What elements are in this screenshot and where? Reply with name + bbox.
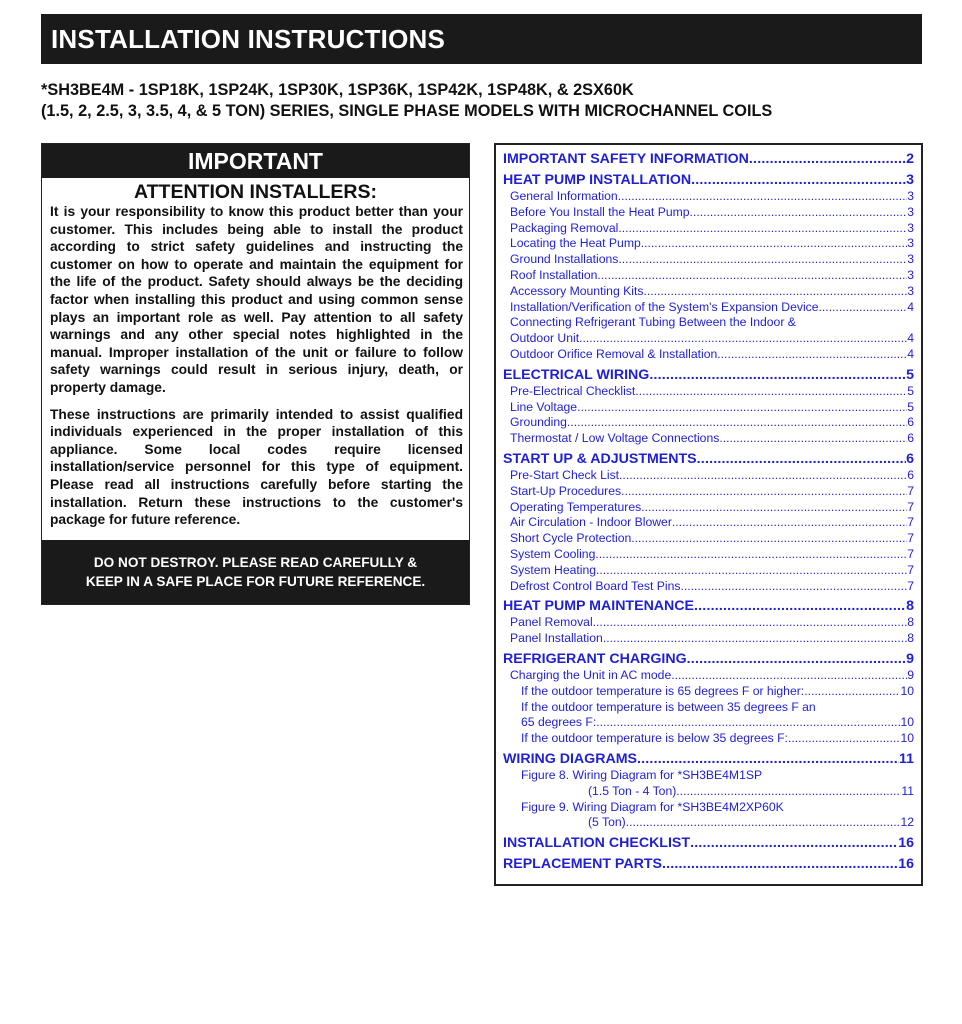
toc-page-number: 8 — [907, 615, 914, 630]
toc-item-continued[interactable]: Connecting Refrigerant Tubing Between the Indoor & — [510, 315, 796, 330]
toc-section-title: HEAT PUMP MAINTENANCE — [503, 598, 695, 615]
toc-item-title: Operating Temperatures — [510, 499, 642, 514]
toc-item-title: If the outdoor temperature is 65 degrees F or higher: — [521, 683, 805, 698]
toc-page-number: 3 — [907, 189, 914, 203]
toc-page-number: 11 — [901, 783, 914, 798]
toc-section-title: HEAT PUMP INSTALLATION — [503, 172, 692, 188]
important-heading: IMPORTANT — [42, 144, 469, 178]
important-paragraph-1: It is your responsibility to know this product better than your customer. This includes being able to install the product according to strict safety guidelines and instructing the customer on how to operate and maintain the equipment for the life of the product. Safety should always be the deciding factor when installing this product and using common sense plays an important role as well. Pay attention to all safety warnings and any other special notes highlighted in the manual. Improper installation of the unit or failure to follow safety warnings could result in serious injury, death, or property damage. — [50, 204, 463, 395]
toc-page-number: 6 — [907, 415, 914, 430]
toc-page-number: 11 — [899, 750, 914, 767]
toc-page-number: 12 — [900, 815, 914, 830]
toc-item[interactable] — [503, 300, 914, 316]
toc-item-title: Pre-Start Check List — [510, 467, 620, 482]
toc-page-number: 4 — [907, 346, 914, 361]
toc-item[interactable] — [503, 815, 914, 831]
toc-page-number: 10 — [900, 731, 914, 746]
toc-item-title: 65 degrees F: — [521, 715, 597, 730]
toc-item[interactable] — [503, 221, 914, 237]
toc-page-number: 3 — [907, 236, 914, 251]
toc-page-number: 3 — [907, 267, 914, 282]
toc-page-number: 8 — [906, 598, 914, 615]
toc-item[interactable] — [503, 615, 914, 631]
toc-item[interactable] — [503, 205, 914, 221]
toc-item[interactable] — [503, 252, 914, 268]
toc-section-installation-checklist[interactable] — [503, 834, 914, 852]
toc-item-title: Air Circulation - Indoor Blower — [510, 515, 672, 530]
toc-item[interactable] — [503, 784, 914, 800]
toc-item[interactable] — [503, 347, 914, 363]
toc-item-title: General Information — [510, 189, 618, 203]
toc-page-number: 4 — [907, 299, 914, 314]
toc-item-title: (1.5 Ton - 4 Ton) — [588, 783, 677, 798]
toc-page-number: 3 — [907, 252, 914, 267]
toc-page-number: 3 — [906, 172, 914, 188]
toc-page-number: 3 — [907, 220, 914, 235]
toc-item[interactable] — [503, 715, 914, 731]
toc-item-title: Before You Install the Heat Pump — [510, 204, 690, 219]
toc-page-number: 7 — [907, 546, 914, 561]
toc-page-number: 7 — [907, 499, 914, 514]
toc-item-title: Roof Installation — [510, 267, 598, 282]
important-paragraph-2: These instructions are primarily intended to assist qualified individuals experienced in the proper installation of this appliance. Some local codes require licensed installation/service personnel for this type of equipment. Please read all instructions carefully before starting the installation. Return these instructions to the customer's package for future reference. — [50, 406, 463, 528]
toc-item[interactable] — [503, 415, 914, 431]
toc-page-number: 16 — [898, 856, 914, 873]
toc-page-number: 9 — [907, 667, 914, 682]
footer-line-1: DO NOT DESTROY. PLEASE READ CAREFULLY & — [93, 555, 418, 570]
model-line-2: (1.5, 2, 2.5, 3, 3.5, 4, & 5 TON) SERIES, SINGLE PHASE MODELS WITH MICROCHANNEL COILS — [41, 102, 773, 120]
toc-page-number: 7 — [907, 578, 914, 593]
model-line-1: *SH3BE4M - 1SP18K, 1SP24K, 1SP30K, 1SP36K, 1SP42K, 1SP48K, & 2SX60K — [41, 81, 634, 99]
header-bar — [41, 14, 922, 64]
toc-item[interactable] — [503, 547, 914, 563]
toc-page-number: 6 — [906, 450, 914, 467]
toc-item-title: Packaging Removal — [510, 220, 619, 235]
toc-item-title: Grounding — [510, 415, 567, 430]
toc-page-number: 4 — [907, 331, 914, 346]
toc-page-number: 6 — [907, 431, 914, 446]
toc-item[interactable] — [503, 563, 914, 579]
toc-section-replacement-parts[interactable] — [503, 855, 914, 873]
toc-item[interactable] — [503, 384, 914, 400]
important-footer — [42, 540, 469, 604]
toc-page-number: 2 — [906, 151, 914, 167]
toc-item[interactable] — [503, 484, 914, 500]
toc-item-title: Line Voltage — [510, 399, 578, 414]
toc-page-number: 7 — [907, 531, 914, 546]
toc-item[interactable] — [503, 431, 914, 447]
toc-item-title: If the outdoor temperature is below 35 degrees F: — [521, 731, 788, 746]
toc-section-safety[interactable] — [503, 150, 914, 168]
toc-item-title: Charging the Unit in AC mode — [510, 667, 672, 682]
toc-page-number: 10 — [900, 683, 914, 698]
toc-page-number: 3 — [907, 204, 914, 219]
toc-item[interactable] — [503, 189, 914, 205]
footer-line-2: KEEP IN A SAFE PLACE FOR FUTURE REFERENCE. — [85, 574, 426, 589]
toc-page-number: 9 — [906, 650, 914, 667]
toc-section-title: INSTALLATION CHECKLIST — [503, 835, 691, 852]
toc-item-title: System Cooling — [510, 546, 596, 561]
toc-item-title: System Heating — [510, 562, 597, 577]
toc-section-title: IMPORTANT SAFETY INFORMATION — [503, 151, 749, 167]
toc-page-number: 7 — [907, 515, 914, 530]
toc-item[interactable] — [503, 236, 914, 252]
toc-item-title: Installation/Verification of the System's Expansion Device — [510, 299, 819, 314]
toc-item[interactable] — [503, 515, 914, 531]
toc-section-maintenance[interactable] — [503, 597, 914, 615]
toc-item-title: Outdoor Orifice Removal & Installation — [510, 346, 718, 361]
toc-item-title: Locating the Heat Pump — [510, 236, 641, 251]
toc-page-number: 7 — [907, 483, 914, 498]
toc-page-number: 6 — [907, 467, 914, 482]
toc-item-title: Pre-Electrical Checklist — [510, 383, 636, 398]
toc-item[interactable] — [503, 284, 914, 300]
toc-item[interactable] — [503, 531, 914, 547]
toc-item[interactable] — [503, 684, 914, 700]
table-of-contents — [494, 143, 923, 886]
toc-item[interactable] — [503, 731, 914, 747]
toc-page-number: 8 — [907, 631, 914, 646]
toc-item-title: Outdoor Unit — [510, 331, 580, 346]
important-notice — [41, 143, 470, 605]
toc-item[interactable] — [503, 331, 914, 347]
toc-section-start-up[interactable] — [503, 450, 914, 468]
toc-section-title: START UP & ADJUSTMENTS — [503, 450, 697, 467]
important-body — [42, 203, 469, 529]
toc-page-number: 5 — [907, 383, 914, 398]
toc-item-title: Ground Installations — [510, 252, 619, 267]
toc-section-title: ELECTRICAL WIRING — [503, 366, 650, 383]
model-list — [41, 80, 931, 122]
toc-item-continued[interactable]: Figure 8. Wiring Diagram for *SH3BE4M1SP — [521, 767, 763, 782]
toc-item[interactable] — [503, 468, 914, 484]
toc-section-electrical-wiring[interactable] — [503, 366, 914, 384]
toc-section-title: REPLACEMENT PARTS — [503, 856, 662, 873]
toc-page-number: 10 — [900, 715, 914, 730]
toc-item[interactable] — [503, 668, 914, 684]
toc-item-title: Defrost Control Board Test Pins — [510, 578, 681, 593]
toc-item-continued[interactable]: Figure 9. Wiring Diagram for *SH3BE4M2XP60K — [521, 799, 784, 814]
toc-item-title: Accessory Mounting Kits — [510, 283, 644, 298]
toc-section-refrigerant-charging[interactable] — [503, 650, 914, 668]
toc-page-number: 16 — [898, 835, 914, 852]
toc-item[interactable] — [503, 500, 914, 516]
toc-item-title: Thermostat / Low Voltage Connections — [510, 431, 720, 446]
toc-item-title: Start-Up Procedures — [510, 483, 622, 498]
attention-heading: ATTENTION INSTALLERS: — [133, 181, 377, 203]
toc-section-heat-pump-installation[interactable] — [503, 171, 914, 189]
toc-item-title: Short Cycle Protection — [510, 531, 632, 546]
toc-page-number: 3 — [907, 283, 914, 298]
toc-item-continued[interactable]: If the outdoor temperature is between 35 degrees F an — [521, 699, 816, 714]
toc-item[interactable] — [503, 631, 914, 647]
toc-section-wiring-diagrams[interactable] — [503, 750, 914, 768]
toc-page-number: 7 — [907, 562, 914, 577]
toc-item[interactable] — [503, 400, 914, 416]
toc-item-title: Panel Removal — [510, 615, 593, 630]
toc-item-title: (5 Ton) — [588, 815, 626, 830]
toc-section-title: WIRING DIAGRAMS — [503, 750, 637, 767]
toc-item[interactable] — [503, 268, 914, 284]
toc-item-title: Panel Installation — [510, 631, 603, 646]
toc-page-number: 5 — [907, 399, 914, 414]
page-title: INSTALLATION INSTRUCTIONS — [51, 24, 446, 54]
toc-page-number: 5 — [906, 366, 914, 383]
toc-section-title: REFRIGERANT CHARGING — [503, 650, 687, 667]
toc-item[interactable] — [503, 579, 914, 595]
